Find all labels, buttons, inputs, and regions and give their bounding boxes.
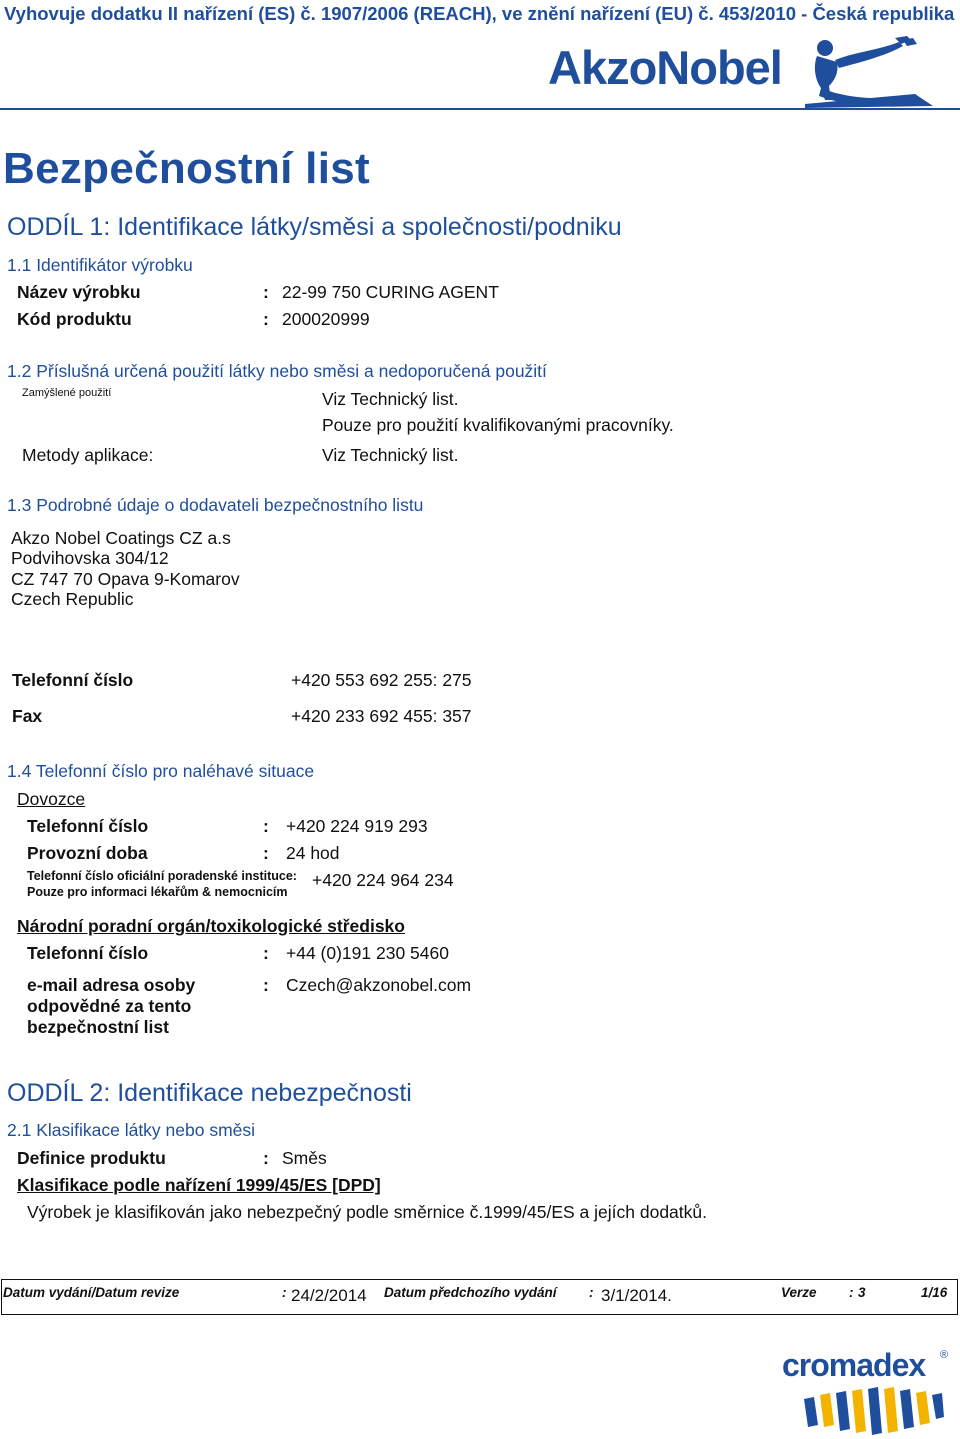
colon: : [263, 975, 269, 995]
subsection-1-2-title: 1.2 Příslušná určená použití látky nebo směsi a nedoporučená použití [7, 361, 547, 381]
importer-phone-value: +420 224 919 293 [286, 816, 428, 836]
supplier-address-line: Czech Republic [11, 589, 134, 609]
official-phone-label: Telefonní číslo oficiální poradenské instituce: [27, 869, 297, 883]
supplier-address-line: Akzo Nobel Coatings CZ a.s [11, 528, 231, 548]
cromadex-logo [782, 1347, 952, 1437]
colon: : [849, 1285, 854, 1300]
supplier-address-line: CZ 747 70 Opava 9-Komarov [11, 569, 240, 589]
subsection-2-1-title: 2.1 Klasifikace látky nebo směsi [7, 1120, 256, 1140]
cromadex-logo-text: cromadex [782, 1347, 926, 1383]
product-definition-value: Směs [282, 1148, 327, 1168]
email-label-line: e-mail adresa osoby [27, 975, 196, 995]
email-label-line: odpovědné za tento [27, 996, 192, 1016]
colon: : [589, 1285, 594, 1300]
supplier-phone-value: +420 553 692 255: 275 [291, 670, 472, 690]
product-name-label: Název výrobku [17, 282, 141, 302]
intended-use-value-2: Pouze pro použití kvalifikovanými pracovníky. [322, 415, 674, 435]
colon: : [263, 943, 269, 963]
version-label: Verze [781, 1285, 817, 1300]
section-1-title: ODDÍL 1: Identifikace látky/směsi a společnosti/podniku [7, 213, 622, 241]
importer-heading: Dovozce [17, 789, 86, 809]
hours-label: Provozní doba [27, 843, 148, 863]
colon: : [263, 843, 269, 863]
colon: : [282, 1285, 287, 1300]
colon: : [263, 816, 269, 836]
header-rule [0, 108, 960, 110]
national-phone-value: +44 (0)191 230 5460 [286, 943, 449, 963]
email-value: Czech@akzonobel.com [286, 975, 472, 995]
intended-use-label: Zamýšlené použití [22, 387, 112, 399]
issue-date-label: Datum vydání/Datum revize [3, 1285, 180, 1300]
official-phone-note: Pouze pro informaci lékařům & nemocnicím [27, 885, 288, 899]
cromadex-stripes-icon [796, 1385, 946, 1437]
cromadex-registered-mark: ® [940, 1349, 949, 1361]
document-title: Bezpečnostní list [3, 144, 370, 193]
hours-value: 24 hod [286, 843, 340, 863]
product-name-value: 22-99 750 CURING AGENT [282, 282, 499, 302]
methods-label: Metody aplikace: [22, 445, 154, 465]
classification-heading: Klasifikace podle nařízení 1999/45/ES [DPD] [17, 1175, 381, 1195]
subsection-1-3-title: 1.3 Podrobné údaje o dodavateli bezpečnostního listu [7, 495, 424, 515]
issue-date-value: 24/2/2014 [291, 1286, 367, 1305]
national-centre-heading: Národní poradní orgán/toxikologické středisko [17, 916, 405, 936]
supplier-phone-label: Telefonní číslo [12, 670, 134, 690]
supplier-fax-value: +420 233 692 455: 357 [291, 706, 472, 726]
page-number: 1/16 [921, 1285, 948, 1300]
product-code-value: 200020999 [282, 309, 370, 329]
email-label-line: bezpečnostní list [27, 1017, 169, 1037]
akzonobel-logo-text: AkzoNobel [548, 41, 782, 94]
product-code-label: Kód produktu [17, 309, 132, 329]
colon: : [263, 282, 269, 302]
regulation-header: Vyhovuje dodatku II nařízení (ES) č. 1907/2006 (REACH), ve znění nařízení (EU) č. 453/2010 - Česká republika [4, 3, 955, 24]
subsection-1-1-title: 1.1 Identifikátor výrobku [7, 255, 193, 275]
importer-phone-label: Telefonní číslo [27, 816, 149, 836]
previous-date-label: Datum předchozího vydání [384, 1285, 557, 1300]
previous-date-value: 3/1/2014. [601, 1286, 672, 1305]
colon: : [263, 309, 269, 329]
classification-text: Výrobek je klasifikován jako nebezpečný podle směrnice č.1999/45/ES a jejích dodatků. [27, 1202, 707, 1222]
colon: : [263, 1148, 269, 1168]
version-value: 3 [858, 1285, 866, 1300]
national-phone-label: Telefonní číslo [27, 943, 149, 963]
supplier-fax-label: Fax [12, 706, 43, 726]
section-2-title: ODDÍL 2: Identifikace nebezpečnosti [7, 1079, 412, 1107]
supplier-address-line: Podvihovska 304/12 [11, 548, 169, 568]
official-phone-value: +420 224 964 234 [312, 870, 454, 890]
subsection-1-4-title: 1.4 Telefonní číslo pro naléhavé situace [7, 761, 315, 781]
intended-use-value-1: Viz Technický list. [322, 389, 459, 409]
akzonobel-figure-icon [795, 36, 935, 108]
product-definition-label: Definice produktu [17, 1148, 166, 1168]
methods-value: Viz Technický list. [322, 445, 459, 465]
akzonobel-logo [548, 40, 782, 95]
